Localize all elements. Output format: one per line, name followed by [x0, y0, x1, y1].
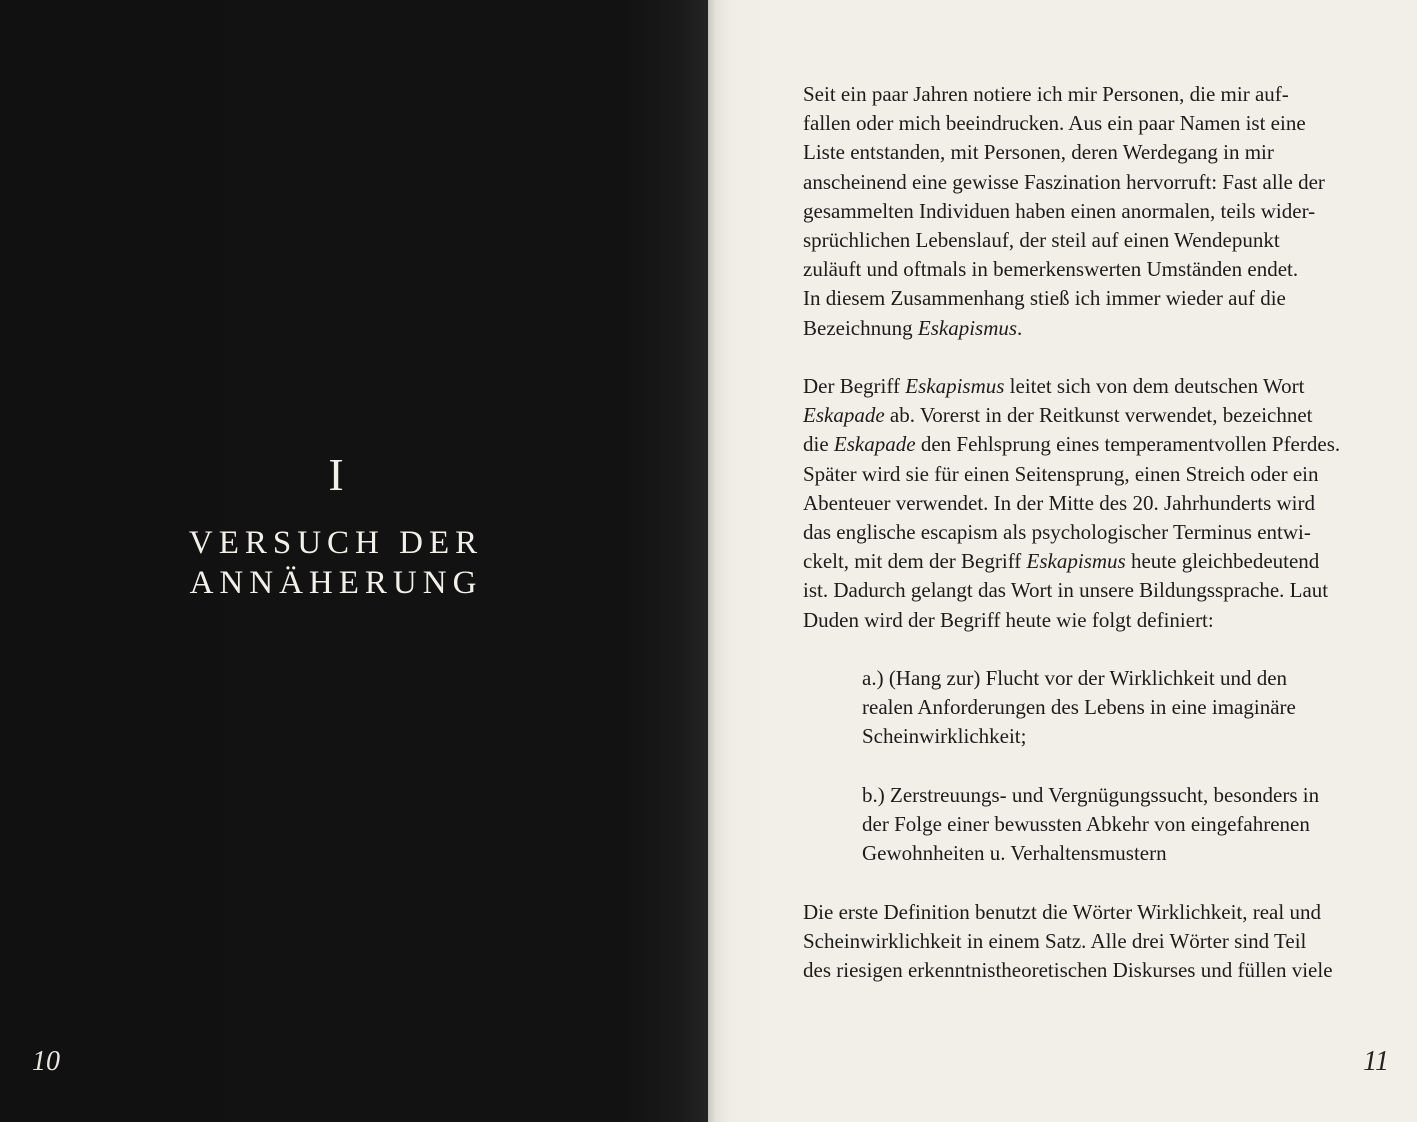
text-run: . — [1017, 315, 1023, 340]
text-run: den Fehlsprung eines temperamentvollen Pferdes. — [915, 432, 1341, 457]
italic-term: Eskapismus — [917, 315, 1018, 340]
text-run: ab. Vorerst in der Reitkunst verwendet, bezeichnet — [884, 403, 1313, 428]
text-line: Abenteuer verwendet. In der Mitte des 20. Jahrhunderts wird — [803, 490, 1316, 515]
text-line: des riesigen erkenntnistheoretischen Diskurses und füllen viele — [803, 958, 1333, 983]
chapter-title — [0, 523, 672, 603]
chapter-number: I — [328, 449, 344, 500]
chapter-title-line: ANNÄHERUNG — [189, 565, 483, 601]
text-line: In diesem Zusammenhang stieß ich immer wieder auf die — [803, 286, 1286, 311]
chapter-title-line: VERSUCH DER — [188, 525, 484, 561]
text-line: Liste entstanden, mit Personen, deren Werdegang in mir — [803, 140, 1274, 165]
page-number-right: 11 — [1363, 1046, 1389, 1077]
text-line: Duden wird der Begriff heute wie folgt definiert: — [803, 607, 1214, 632]
text-line — [803, 547, 1383, 576]
page-number-left: 10 — [32, 1046, 60, 1077]
text-line: zuläuft und oftmals in bemerkenswerten Umständen endet. — [803, 257, 1299, 282]
text-line: fallen oder mich beeindrucken. Aus ein paar Namen ist eine — [803, 111, 1306, 136]
text-line: Später wird sie für einen Seitensprung, einen Streich oder ein — [803, 461, 1319, 486]
text-line: Seit ein paar Jahren notiere ich mir Personen, die mir auf- — [803, 82, 1289, 106]
text-line: Die erste Definition benutzt die Wörter Wirklichkeit, real und — [803, 899, 1321, 924]
text-line: anscheinend eine gewisse Faszination hervorruft: Fast alle der — [803, 169, 1325, 194]
left-page — [0, 0, 708, 1122]
paragraph-gap — [803, 635, 1383, 664]
text-line — [803, 314, 1383, 343]
definition-b-line: b.) Zerstreuungs- und Vergnügungssucht, besonders in — [862, 782, 1320, 807]
paragraph-gap — [803, 343, 1383, 372]
definition-a-line: a.) (Hang zur) Flucht vor der Wirklichkeit und den — [862, 666, 1288, 691]
text-run: ckelt, mit dem der Begriff — [803, 549, 1027, 574]
text-line — [803, 401, 1383, 430]
text-line: sprüchlichen Lebenslauf, der steil auf einen Wendepunkt — [803, 228, 1280, 253]
definition-a-line: realen Anforderungen des Lebens in eine imaginäre — [862, 695, 1296, 720]
italic-term: Eskapade — [833, 432, 916, 457]
text-run: Der Begriff — [803, 374, 906, 399]
text-line — [803, 430, 1383, 459]
body-text — [803, 80, 1383, 985]
text-run: die — [803, 432, 834, 457]
right-page — [708, 0, 1417, 1122]
paragraph-gap — [803, 868, 1383, 897]
italic-term: Eskapismus — [905, 374, 1005, 399]
text-run: leitet sich von dem deutschen Wort — [1004, 374, 1305, 399]
definition-a-line: Scheinwirklichkeit; — [862, 724, 1027, 749]
text-line: ist. Dadurch gelangt das Wort in unsere Bildungssprache. Laut — [803, 578, 1329, 603]
definition-b-line: Gewohnheiten u. Verhaltensmustern — [862, 841, 1167, 866]
italic-term: Eskapismus — [1026, 549, 1126, 574]
italic-term: Eskapade — [803, 403, 885, 428]
text-run: Bezeichnung — [803, 315, 918, 340]
text-run: heute gleichbedeutend — [1125, 549, 1320, 574]
definition-b-line: der Folge einer bewussten Abkehr von eingefahrenen — [862, 812, 1310, 837]
text-line — [803, 372, 1383, 401]
text-line: das englische escapism als psychologischer Terminus entwi- — [803, 520, 1311, 545]
text-line: gesammelten Individuen haben einen anormalen, teils wider- — [803, 198, 1316, 223]
paragraph-gap — [803, 752, 1383, 781]
text-line: Scheinwirklichkeit in einem Satz. Alle drei Wörter sind Teil — [803, 928, 1307, 953]
